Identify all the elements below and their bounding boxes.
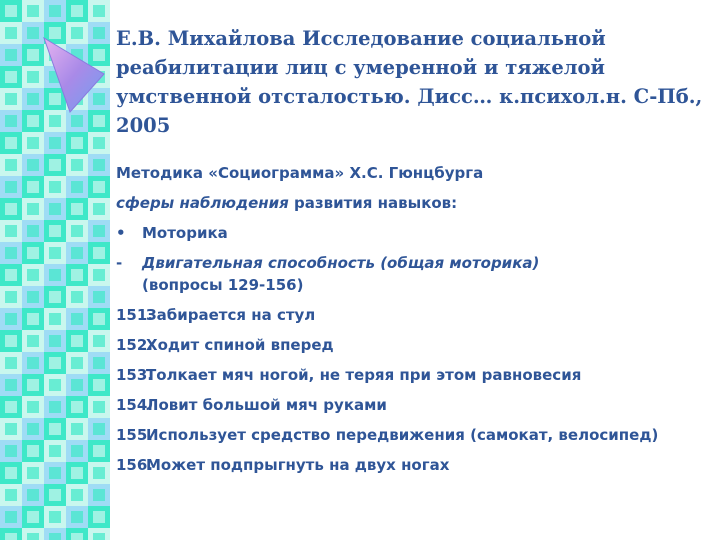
mosaic-tile-inner	[27, 137, 39, 149]
mosaic-tile-inner	[49, 379, 61, 391]
mosaic-tile-inner	[27, 93, 39, 105]
mosaic-tile-inner	[5, 489, 17, 501]
item-text: Ходит спиной вперед	[146, 336, 334, 354]
mosaic-tile-inner	[49, 159, 61, 171]
list-item	[116, 304, 712, 326]
method-line: Методика «Социограмма» Х.С. Гюнцбурга	[116, 164, 484, 182]
item-number: 153.	[116, 366, 154, 384]
mosaic-tile-inner	[71, 401, 83, 413]
mosaic-tile-inner	[71, 335, 83, 347]
item-number: 151.	[116, 306, 154, 324]
mosaic-tile-inner	[49, 423, 61, 435]
mosaic-tile-inner	[27, 335, 39, 347]
mosaic-tile-inner	[93, 181, 105, 193]
mosaic-tile-inner	[27, 203, 39, 215]
mosaic-tile-inner	[93, 335, 105, 347]
mosaic-tile-inner	[5, 379, 17, 391]
mosaic-tile-inner	[5, 313, 17, 325]
mosaic-tile-inner	[93, 445, 105, 457]
mosaic-tile-inner	[93, 313, 105, 325]
mosaic-tile-inner	[27, 291, 39, 303]
mosaic-tile-inner	[71, 115, 83, 127]
spheres-italic: сферы наблюдения	[116, 194, 289, 212]
mosaic-tile-inner	[5, 511, 17, 523]
mosaic-tile-inner	[71, 533, 83, 540]
slide-content	[116, 24, 712, 484]
mosaic-tile-inner	[71, 379, 83, 391]
mosaic-tile-inner	[27, 445, 39, 457]
mosaic-tile-inner	[27, 27, 39, 39]
mosaic-tile-inner	[27, 467, 39, 479]
spheres-rest: развития навыков:	[288, 194, 458, 212]
mosaic-tile-inner	[71, 27, 83, 39]
list-item	[116, 424, 712, 446]
item-number: 156.	[116, 456, 154, 474]
slide-title: Е.В. Михайлова Исследование социальной реабилитации лиц с умеренной и тяжелой умственной отсталостью. Дисс… к.психол.н. С-Пб., 2005	[116, 27, 703, 137]
mosaic-tile-inner	[49, 269, 61, 281]
mosaic-tile-inner	[71, 137, 83, 149]
item-text: Забирается на стул	[146, 306, 316, 324]
mosaic-tile-inner	[27, 49, 39, 61]
mosaic-tile-inner	[49, 291, 61, 303]
mosaic-tile-inner	[49, 401, 61, 413]
slide-body	[116, 162, 712, 476]
mosaic-tile-inner	[93, 115, 105, 127]
mosaic-tile-inner	[27, 489, 39, 501]
mosaic-tile-inner	[27, 401, 39, 413]
spheres-line	[116, 192, 712, 214]
mosaic-tile-inner	[93, 159, 105, 171]
mosaic-tile-inner	[5, 115, 17, 127]
dash-item-general-motor	[116, 252, 712, 296]
mosaic-tile-inner	[5, 49, 17, 61]
mosaic-tile-inner	[49, 247, 61, 259]
mosaic-tile-inner	[27, 115, 39, 127]
mosaic-tile-inner	[27, 225, 39, 237]
mosaic-tile-inner	[71, 445, 83, 457]
mosaic-tile-inner	[71, 511, 83, 523]
mosaic-tile-inner	[93, 291, 105, 303]
mosaic-tile-inner	[5, 203, 17, 215]
bullet-text: Моторика	[142, 224, 228, 242]
dash-rest: (вопросы 129-156)	[142, 276, 304, 294]
mosaic-tile-inner	[49, 203, 61, 215]
mosaic-tile-inner	[27, 181, 39, 193]
mosaic-tile-inner	[27, 5, 39, 17]
mosaic-tile-inner	[5, 93, 17, 105]
bullet-mark: •	[116, 224, 126, 242]
mosaic-tile-inner	[27, 423, 39, 435]
mosaic-tile-inner	[5, 269, 17, 281]
mosaic-tile-inner	[27, 247, 39, 259]
mosaic-tile-inner	[5, 335, 17, 347]
mosaic-tile-inner	[71, 181, 83, 193]
dash-mark: -	[116, 254, 123, 272]
mosaic-tile-inner	[27, 533, 39, 540]
decorative-side-mosaic	[0, 0, 110, 540]
item-number: 152.	[116, 336, 154, 354]
mosaic-tile-inner	[93, 423, 105, 435]
mosaic-tile-inner	[49, 533, 61, 540]
mosaic-tile-inner	[49, 335, 61, 347]
mosaic-tile-inner	[5, 159, 17, 171]
mosaic-tile-inner	[5, 401, 17, 413]
mosaic-tile-inner	[27, 379, 39, 391]
mosaic-tile-inner	[93, 357, 105, 369]
mosaic-tile-inner	[49, 115, 61, 127]
mosaic-tile-inner	[27, 511, 39, 523]
mosaic-tile-inner	[93, 489, 105, 501]
mosaic-tile-inner	[93, 247, 105, 259]
mosaic-tile-inner	[49, 445, 61, 457]
item-number: 154.	[116, 396, 154, 414]
item-text: Использует средство передвижения (самокат, велосипед)	[146, 426, 659, 444]
mosaic-tile-inner	[5, 181, 17, 193]
mosaic-tile-inner	[93, 511, 105, 523]
mosaic-tile-inner	[49, 467, 61, 479]
mosaic-tile-inner	[5, 423, 17, 435]
mosaic-tile-inner	[93, 401, 105, 413]
mosaic-tile-inner	[5, 445, 17, 457]
mosaic-tile-inner	[93, 225, 105, 237]
mosaic-tile-inner	[5, 533, 17, 540]
mosaic-tile-inner	[5, 71, 17, 83]
mosaic-tile-inner	[93, 203, 105, 215]
mosaic-tile-inner	[93, 93, 105, 105]
mosaic-tile-inner	[71, 247, 83, 259]
mosaic-tile-inner	[93, 379, 105, 391]
mosaic-tile-inner	[93, 137, 105, 149]
mosaic-tile-inner	[5, 225, 17, 237]
mosaic-tile-inner	[93, 269, 105, 281]
mosaic-tile-inner	[71, 269, 83, 281]
item-text: Толкает мяч ногой, не теряя при этом равновесия	[146, 366, 582, 384]
mosaic-tile-inner	[49, 27, 61, 39]
list-item	[116, 394, 712, 416]
mosaic-tile-inner	[49, 5, 61, 17]
mosaic-tile-inner	[49, 137, 61, 149]
list-item	[116, 334, 712, 356]
mosaic-tile-inner	[49, 313, 61, 325]
mosaic-tile-inner	[5, 137, 17, 149]
mosaic-tile-inner	[27, 159, 39, 171]
mosaic-tile-inner	[27, 269, 39, 281]
mosaic-tile-inner	[71, 5, 83, 17]
mosaic-tile-inner	[27, 313, 39, 325]
mosaic-tile-inner	[71, 357, 83, 369]
mosaic-tile-inner	[49, 489, 61, 501]
mosaic-tile-inner	[27, 71, 39, 83]
mosaic-tile-inner	[71, 291, 83, 303]
mosaic-tile-inner	[5, 5, 17, 17]
mosaic-tile-inner	[71, 225, 83, 237]
mosaic-tile-inner	[5, 291, 17, 303]
mosaic-tile-inner	[71, 159, 83, 171]
mosaic-tile-inner	[27, 357, 39, 369]
item-number: 155.	[116, 426, 154, 444]
mosaic-tile-inner	[71, 313, 83, 325]
list-item	[116, 454, 712, 476]
dash-italic: Двигательная способность (общая моторика)	[142, 254, 540, 272]
mosaic-tile-inner	[5, 357, 17, 369]
mosaic-tile-inner	[5, 27, 17, 39]
mosaic-tile-inner	[93, 533, 105, 540]
mosaic-tile-inner	[49, 93, 61, 105]
bullet-item-motor	[116, 222, 712, 244]
item-text: Ловит большой мяч руками	[146, 396, 387, 414]
mosaic-tile-inner	[93, 5, 105, 17]
mosaic-tile-inner	[5, 247, 17, 259]
item-text: Может подпрыгнуть на двух ногах	[146, 456, 450, 474]
mosaic-tile-inner	[71, 489, 83, 501]
mosaic-tile-inner	[93, 27, 105, 39]
mosaic-tile-inner	[5, 467, 17, 479]
mosaic-tile-inner	[71, 203, 83, 215]
mosaic-tile-inner	[71, 423, 83, 435]
mosaic-tile-inner	[49, 181, 61, 193]
list-item	[116, 364, 712, 386]
mosaic-tile-inner	[71, 467, 83, 479]
mosaic-tile-inner	[93, 49, 105, 61]
mosaic-tile-inner	[49, 511, 61, 523]
mosaic-tile-inner	[49, 357, 61, 369]
mosaic-tile-inner	[49, 225, 61, 237]
mosaic-tile-inner	[93, 467, 105, 479]
